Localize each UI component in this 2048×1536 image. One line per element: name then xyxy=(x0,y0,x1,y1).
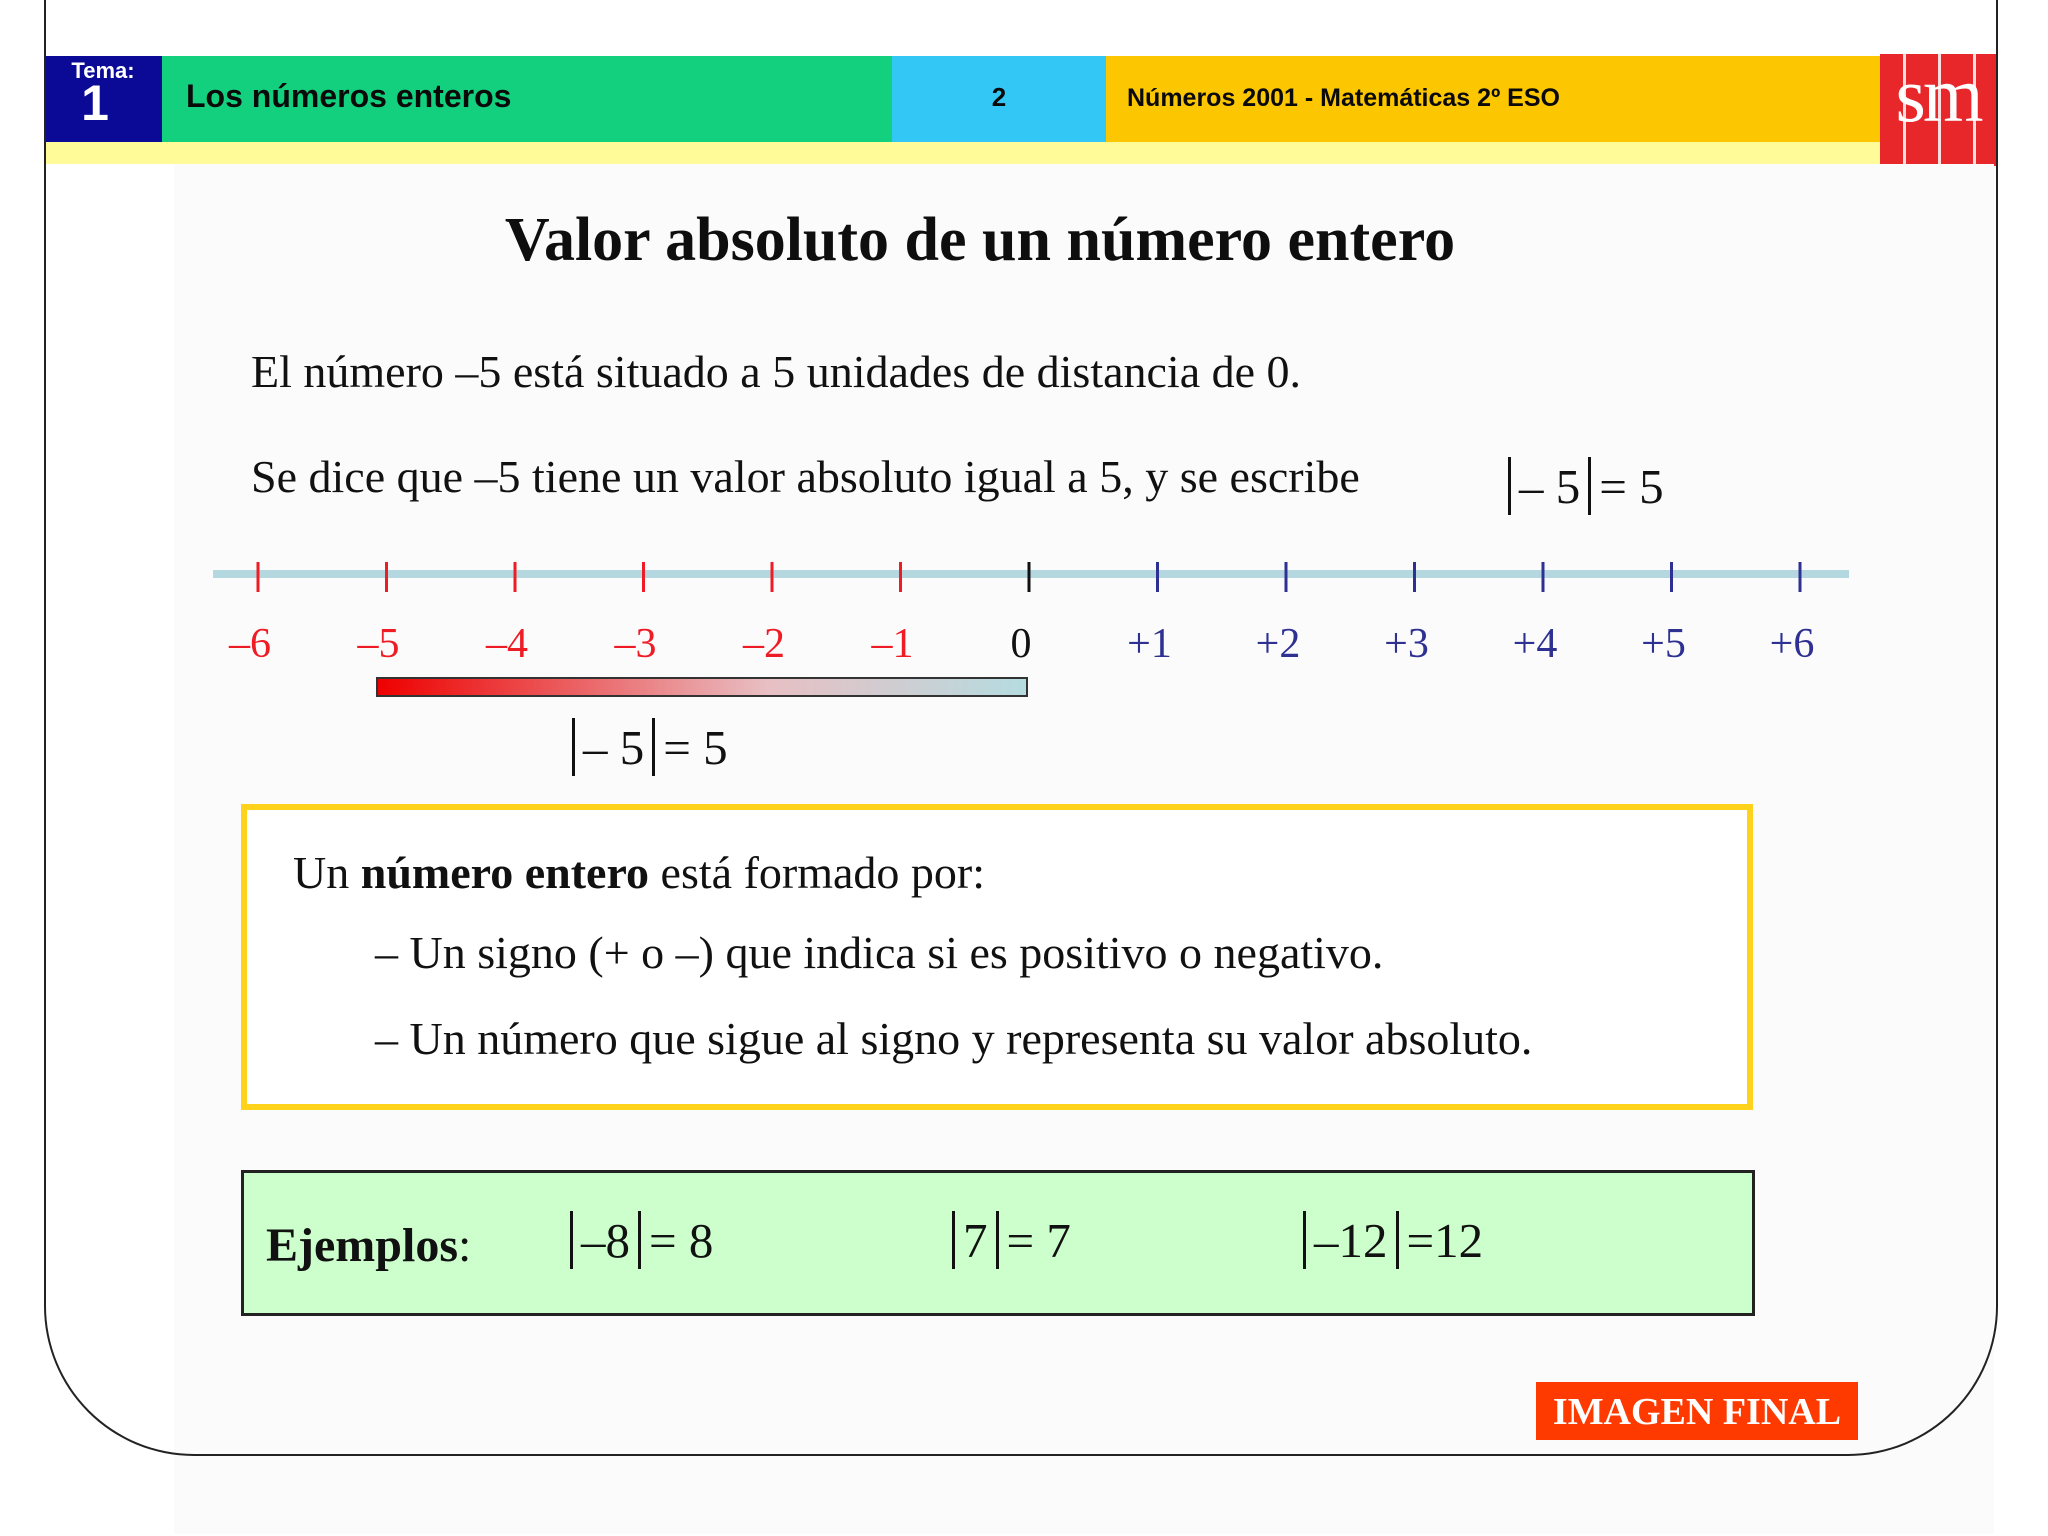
distance-equation xyxy=(564,718,728,776)
number-line-label: +4 xyxy=(1512,621,1558,667)
number-line-label: 0 xyxy=(1010,621,1032,667)
book-title: Números 2001 - Matemáticas 2º ESO xyxy=(1127,84,1560,112)
number-line-label: +5 xyxy=(1641,621,1686,667)
example-equation xyxy=(1295,1211,1483,1269)
number-line xyxy=(0,540,2048,680)
definition-item-sign: – Un signo (+ o –) que indica si es positivo o negativo. xyxy=(375,927,1384,978)
number-line-label: –3 xyxy=(614,621,657,667)
paragraph-absolute-value: Se dice que –5 tiene un valor absoluto igual a 5, y se escribe xyxy=(251,451,1360,502)
equation-result: = 5 xyxy=(663,720,728,775)
abs-bar-right xyxy=(1588,457,1591,515)
abs-bar-left xyxy=(1303,1211,1306,1269)
abs-bar-left xyxy=(572,718,575,776)
example-inner: 7 xyxy=(963,1213,988,1268)
equation-result: = 5 xyxy=(1599,459,1664,514)
tema-label: Tema: xyxy=(71,58,135,83)
imagen-final-button[interactable]: IMAGEN FINAL xyxy=(1536,1382,1858,1440)
page-number: 2 xyxy=(991,82,1007,112)
slide-title: Valor absoluto de un número entero xyxy=(504,206,1456,274)
section-title: Los números enteros xyxy=(186,78,512,114)
abs-bar-right xyxy=(996,1211,999,1269)
example-equation xyxy=(944,1211,1071,1269)
examples-label-text: Ejemplos xyxy=(266,1219,458,1272)
absolute-value-equation xyxy=(1500,457,1664,515)
number-line-label: –4 xyxy=(486,621,528,667)
abs-bar-left xyxy=(1508,457,1511,515)
equation-inner: – 5 xyxy=(583,720,645,775)
number-line-label: +3 xyxy=(1384,621,1429,667)
examples-label xyxy=(266,1218,471,1273)
paragraph-distance: El número –5 está situado a 5 unidades de distancia de 0. xyxy=(251,346,1302,397)
definition-term: número entero xyxy=(360,847,650,898)
number-line-label: +1 xyxy=(1127,621,1172,667)
definition-suffix: está formado por: xyxy=(649,847,985,898)
abs-bar-right xyxy=(1396,1211,1399,1269)
example-result: = 8 xyxy=(649,1213,714,1268)
number-line-label: +2 xyxy=(1255,621,1301,667)
example-result: = 7 xyxy=(1006,1213,1071,1268)
abs-bar-left xyxy=(952,1211,955,1269)
number-line-label: +6 xyxy=(1769,621,1815,667)
abs-bar-right xyxy=(652,718,655,776)
examples-box xyxy=(241,1170,1755,1316)
example-result: =12 xyxy=(1406,1213,1484,1268)
definition-box xyxy=(241,804,1753,1110)
definition-heading xyxy=(293,846,985,899)
example-equation xyxy=(562,1211,713,1269)
number-line-labels xyxy=(228,621,1814,667)
equation-inner: – 5 xyxy=(1519,459,1581,514)
abs-bar-left xyxy=(570,1211,573,1269)
number-line-label: –1 xyxy=(871,621,914,667)
example-inner: –8 xyxy=(581,1213,630,1268)
example-inner: –12 xyxy=(1314,1213,1388,1268)
abs-bar-right xyxy=(638,1211,641,1269)
number-line-label: –5 xyxy=(357,621,400,667)
distance-bar xyxy=(376,677,1028,697)
examples-colon: : xyxy=(458,1219,472,1272)
number-line-label: –2 xyxy=(743,621,785,667)
definition-prefix: Un xyxy=(293,847,361,898)
definition-item-number: – Un número que sigue al signo y representa su valor absoluto. xyxy=(375,1013,1533,1064)
logo-text: sm xyxy=(1895,51,1981,138)
tema-number: 1 xyxy=(81,75,109,131)
number-line-label: –6 xyxy=(229,621,271,667)
